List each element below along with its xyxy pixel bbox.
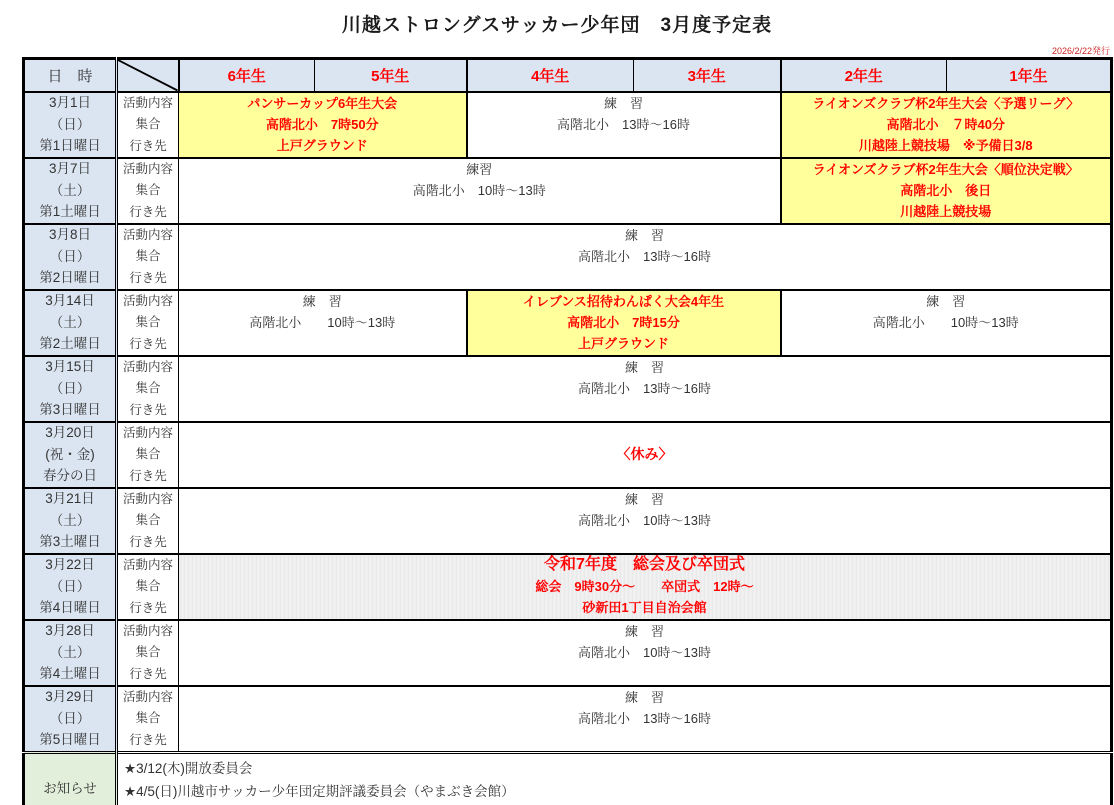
practice-cell: 練 習 高階北小 10時～13時 <box>781 290 1112 356</box>
practice-cell: 練 習 高階北小 10時～13時 <box>179 290 467 356</box>
notice-label: お知らせ <box>24 752 117 805</box>
date-cell: 3月14日 （土） 第2土曜日 <box>24 290 117 356</box>
holiday-cell: 〈休み〉 <box>179 422 1112 488</box>
event-cell-panther-cup: パンサーカップ6年生大会 高階北小 7時50分 上戸グラウンド <box>179 92 467 158</box>
date-cell: 3月21日 （土） 第3土曜日 <box>24 488 117 554</box>
schedule-row-mar21 <box>24 488 1112 554</box>
row-labels-cell: 活動内容 集合 行き先 <box>117 554 179 620</box>
row-labels-cell: 活動内容 集合 行き先 <box>117 422 179 488</box>
event-cell-elevens-tournament: イレブンス招待わんぱく大会4年生 高階北小 7時15分 上戸グラウンド <box>467 290 781 356</box>
practice-cell: 練 習 高階北小 13時～16時 <box>179 686 1112 753</box>
notice-row <box>24 752 1112 805</box>
header-grade-6: 6年生 <box>179 59 315 92</box>
practice-cell: 練習 高階北小 10時～13時 <box>179 158 781 224</box>
ceremony-cell: 令和7年度 総会及び卒団式 総会 9時30分～ 卒団式 12時～ 砂新田1丁目自治会館 <box>179 554 1112 620</box>
date-cell: 3月15日 （日） 第3日曜日 <box>24 356 117 422</box>
schedule-row-mar22 <box>24 554 1112 620</box>
schedule-row-mar1 <box>24 92 1112 158</box>
header-grade-5: 5年生 <box>315 59 467 92</box>
schedule-row-mar7 <box>24 158 1112 224</box>
header-row <box>24 59 1112 92</box>
notice-body <box>117 752 1112 805</box>
schedule-row-mar29 <box>24 686 1112 753</box>
practice-cell: 練 習 高階北小 13時～16時 <box>179 356 1112 422</box>
row-labels-cell: 活動内容 集合 行き先 <box>117 488 179 554</box>
row-labels-cell: 活動内容 集合 行き先 <box>117 92 179 158</box>
date-cell: 3月1日 （日） 第1日曜日 <box>24 92 117 158</box>
date-cell: 3月28日 （土） 第4土曜日 <box>24 620 117 686</box>
header-grade-2: 2年生 <box>781 59 947 92</box>
schedule-row-mar28 <box>24 620 1112 686</box>
diagonal-line-icon <box>118 60 178 91</box>
row-labels-cell: 活動内容 集合 行き先 <box>117 620 179 686</box>
header-datetime: 日 時 <box>24 59 117 92</box>
row-labels-cell: 活動内容 集合 行き先 <box>117 224 179 290</box>
header-grade-1: 1年生 <box>947 59 1112 92</box>
date-cell: 3月7日 （土） 第1土曜日 <box>24 158 117 224</box>
schedule-row-mar8 <box>24 224 1112 290</box>
date-cell: 3月29日 （日） 第5日曜日 <box>24 686 117 753</box>
header-grade-3: 3年生 <box>634 59 781 92</box>
practice-cell: 練 習 高階北小 13時～16時 <box>179 224 1112 290</box>
row-labels-cell: 活動内容 集合 行き先 <box>117 356 179 422</box>
header-grade-4: 4年生 <box>467 59 634 92</box>
schedule-row-mar15 <box>24 356 1112 422</box>
notice-line: ★3/12(木)開放委員会 <box>124 760 253 776</box>
practice-cell: 練 習 高階北小 13時～16時 <box>467 92 781 158</box>
practice-cell: 練 習 高階北小 10時～13時 <box>179 488 1112 554</box>
date-cell: 3月22日 （日） 第4日曜日 <box>24 554 117 620</box>
schedule-table <box>22 57 1113 805</box>
event-cell-lions-cup-prelim: ライオンズクラブ杯2年生大会〈予選リーグ〉 高階北小 ７時40分 川越陸上競技場 ※予備日3/8 <box>781 92 1112 158</box>
date-cell: 3月20日 (祝・金) 春分の日 <box>24 422 117 488</box>
schedule-row-mar20 <box>24 422 1112 488</box>
issued-date: 2026/2/22発行 <box>1051 46 1110 56</box>
practice-cell: 練 習 高階北小 10時～13時 <box>179 620 1112 686</box>
row-labels-cell: 活動内容 集合 行き先 <box>117 686 179 753</box>
header-diagonal-cell <box>117 59 179 92</box>
date-cell: 3月8日 （日） 第2日曜日 <box>24 224 117 290</box>
row-labels-cell: 活動内容 集合 行き先 <box>117 290 179 356</box>
notice-line: ★4/5(日)川越市サッカー少年団定期評議委員会（やまぶき会館） <box>124 783 515 799</box>
schedule-row-mar14 <box>24 290 1112 356</box>
event-cell-lions-cup-final: ライオンズクラブ杯2年生大会〈順位決定戦〉 高階北小 後日 川越陸上競技場 <box>781 158 1112 224</box>
page-title: 川越ストロングスサッカー少年団 3月度予定表 <box>341 15 773 36</box>
row-labels-cell: 活動内容 集合 行き先 <box>117 158 179 224</box>
